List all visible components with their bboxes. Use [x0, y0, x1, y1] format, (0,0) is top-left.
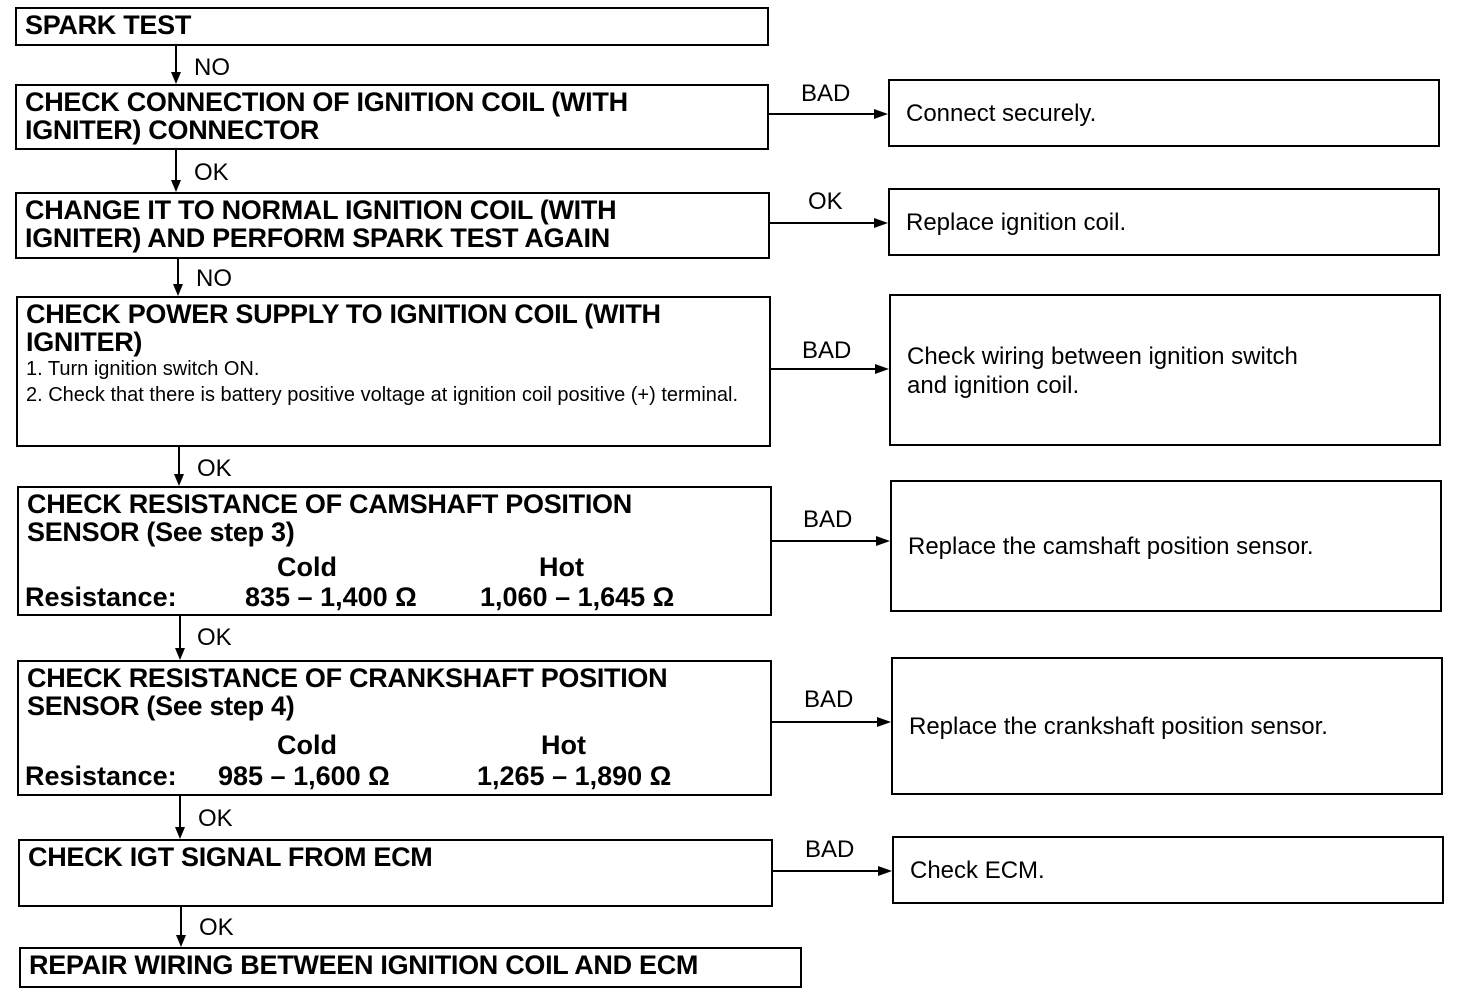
camshaft-cold-label: Cold	[277, 552, 337, 582]
result-replace-ignition-coil-text: Replace ignition coil.	[906, 208, 1127, 236]
crankshaft-hot-value: 1,265 – 1,890 Ω	[477, 761, 672, 791]
camshaft-cold-value: 835 – 1,400 Ω	[245, 582, 417, 612]
step-check-connection	[15, 84, 769, 150]
result-connect-securely-text: Connect securely.	[906, 99, 1097, 127]
step-spark-test-title: SPARK TEST	[25, 10, 192, 40]
result-connect-securely	[888, 79, 1440, 147]
result-check-wiring	[889, 294, 1441, 446]
arrowhead-down-3	[173, 284, 183, 296]
label-down-2: OK	[194, 159, 229, 186]
arrowhead-side-3	[875, 364, 889, 374]
result-check-wiring-text: Check wiring between ignition switch and ignition coil.	[907, 343, 1298, 399]
result-replace-camshaft-sensor	[890, 480, 1442, 612]
label-down-4: OK	[197, 455, 232, 482]
step-spark-test	[15, 7, 769, 46]
label-down-1: NO	[194, 54, 230, 81]
label-side-4: BAD	[803, 506, 853, 533]
label-down-7: OK	[199, 914, 234, 941]
result-check-ecm	[892, 836, 1444, 904]
arrowhead-side-6	[878, 866, 892, 876]
camshaft-hot-value: 1,060 – 1,645 Ω	[480, 582, 675, 612]
arrowhead-down-1	[171, 72, 181, 84]
result-replace-camshaft-sensor-text: Replace the camshaft position sensor.	[908, 532, 1314, 560]
step-check-camshaft-resistance	[17, 486, 772, 616]
label-down-3: NO	[196, 265, 232, 292]
crankshaft-cold-label: Cold	[277, 730, 337, 760]
result-replace-ignition-coil	[888, 188, 1440, 256]
arrowhead-down-5	[175, 648, 185, 660]
step-igt-signal-title: CHECK IGT SIGNAL FROM ECM	[28, 842, 433, 872]
step-crankshaft-title: CHECK RESISTANCE OF CRANKSHAFT POSITION SENSOR (See step 4)	[27, 663, 668, 721]
step-power-supply-item-2: 2. Check that there is battery positive voltage at ignition coil positive (+) terminal.	[26, 384, 739, 406]
camshaft-hot-label: Hot	[539, 552, 584, 582]
arrowhead-side-4	[876, 536, 890, 546]
label-side-2: OK	[808, 188, 843, 215]
label-down-6: OK	[198, 805, 233, 832]
step-repair-wiring-title: REPAIR WIRING BETWEEN IGNITION COIL AND ECM	[29, 950, 699, 980]
step-change-coil	[15, 192, 770, 259]
arrowhead-down-6	[175, 827, 185, 839]
result-replace-crankshaft-sensor	[891, 657, 1443, 795]
result-check-ecm-text: Check ECM.	[910, 856, 1045, 884]
crankshaft-resistance-label: Resistance:	[25, 761, 177, 791]
step-change-coil-title: CHANGE IT TO NORMAL IGNITION COIL (WITH IGNITER) AND PERFORM SPARK TEST AGAIN	[25, 195, 617, 253]
arrowhead-down-7	[176, 935, 186, 947]
label-side-3: BAD	[802, 337, 852, 364]
step-repair-wiring	[19, 947, 802, 988]
step-check-connection-title: CHECK CONNECTION OF IGNITION COIL (WITH IGNITER) CONNECTOR	[25, 87, 628, 145]
arrowhead-down-2	[171, 180, 181, 192]
crankshaft-cold-value: 985 – 1,600 Ω	[218, 761, 390, 791]
label-side-5: BAD	[804, 686, 854, 713]
arrowhead-down-4	[174, 474, 184, 486]
label-side-6: BAD	[805, 836, 855, 863]
step-check-crankshaft-resistance	[17, 660, 772, 796]
step-check-power-supply	[16, 296, 771, 447]
label-down-5: OK	[197, 624, 232, 651]
arrowhead-side-2	[874, 218, 888, 228]
step-power-supply-title: CHECK POWER SUPPLY TO IGNITION COIL (WITH IGNITER)	[26, 299, 661, 357]
result-replace-crankshaft-sensor-text: Replace the crankshaft position sensor.	[909, 712, 1328, 740]
arrowhead-side-5	[877, 717, 891, 727]
label-side-1: BAD	[801, 80, 851, 107]
crankshaft-hot-label: Hot	[541, 730, 586, 760]
camshaft-resistance-label: Resistance:	[25, 582, 177, 612]
arrowhead-side-1	[874, 109, 888, 119]
step-check-igt-signal	[18, 839, 773, 907]
step-power-supply-item-1: 1. Turn ignition switch ON.	[26, 358, 260, 380]
step-camshaft-title: CHECK RESISTANCE OF CAMSHAFT POSITION SENSOR (See step 3)	[27, 489, 632, 547]
